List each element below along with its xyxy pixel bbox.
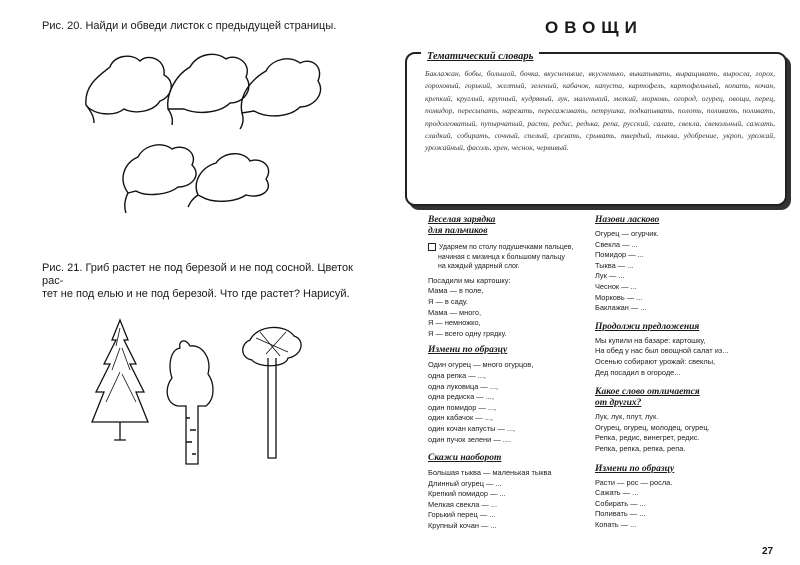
exercise-line: Помидор — ... (595, 250, 644, 260)
exercise-line: Лук, лук, плут, лук. (595, 412, 659, 422)
exercise-line: одна редиска — ..., (428, 392, 494, 402)
leaves-drawing (80, 45, 410, 215)
exercise-line: Копать — ... (595, 519, 637, 529)
exercise-line: Репка, репка, репка, репа. (595, 443, 686, 453)
exercise-line: Осенью собирают урожай: свеклы, (595, 356, 716, 366)
poem-line: Я — всего одну грядку. (428, 328, 507, 338)
exercise-line: На обед у нас был овощной салат из... (595, 346, 729, 356)
exercise-line: Крупный кочан — ... (428, 521, 497, 531)
exercise-line: Чеснок — ... (595, 281, 637, 291)
poem-line: Посадили мы картошку: (428, 275, 511, 285)
section-continue-sentences-heading: Продолжи предложения (595, 321, 700, 332)
section-change-by-pattern-heading: Измени по образцу (428, 345, 508, 356)
exercise-line: Собирать — ... (595, 498, 646, 508)
checkbox-icon (428, 243, 436, 251)
exercise-line: Мелкая свекла — ... (428, 499, 498, 509)
column-1 (428, 215, 598, 532)
finger-exercise-poem (428, 276, 598, 340)
exercise-line: Поливать — ... (595, 509, 646, 519)
exercise-line: Большая тыква — маленькая тыква (428, 468, 552, 478)
exercise-line: Мы купили на базаре: картошку, (595, 335, 706, 345)
leaf-5 (196, 154, 268, 202)
odd-word-list (595, 412, 775, 454)
change-by-pattern-2-list (595, 478, 775, 531)
exercise-line: Огурец — огурчик. (595, 229, 659, 238)
say-opposite-list (428, 468, 598, 532)
exercise-line: Один огурец — много огурцов, (428, 360, 534, 370)
continue-sentences-list (595, 336, 775, 378)
spruce-tree (92, 320, 148, 440)
exercise-line: Свекла — ... (595, 239, 638, 249)
vocabulary-title: Тематический словарь (421, 51, 539, 62)
birch-tree (167, 341, 213, 464)
exercise-line: Морковь — ... (595, 292, 643, 302)
page-number: 27 (762, 546, 774, 557)
leaf-2 (168, 54, 249, 112)
exercise-line: один помидор — ..., (428, 402, 497, 412)
exercise-line: Репка, редис, винегрет, редис. (595, 433, 700, 443)
section-change-by-pattern-2-heading: Измени по образцу (595, 463, 675, 474)
pine-tree (243, 327, 301, 458)
exercise-line: Крепкий помидор — ... (428, 489, 506, 499)
fig21-title: Рис. 21. Гриб растет не под березой и не под сосной. Цветок рас- тет не под елью и не под березой. Что где растет? Нарисуй. (42, 262, 353, 300)
exercise-line: один кабачок — ..., (428, 413, 493, 423)
exercise-line: один пучок зелени — .... (428, 434, 511, 444)
vocabulary-text: Баклажан, бобы, большой, бочка, вкусненькие, вкусненько, выкапывать, выращивать, выросла, горох, гороховый, горький, желтый, зеленый, кабачок, капуста, картофель, картофельный, копать, кочан, крепкий, круглый, крупный, кудрявый, лук, маленький, мелкий, морковь, огород, огурец, овощи, перец, помидор, пересыпать, нарезать, пересаживать, петрушка, подкапывать, полоть, поливать, поливать, продолговатый, пупырчатый, расти, редис, редька, репа, русский, салат, свекла, свекольный, сажать, сладкий, собирать, сочный, спелый, срезать, срывать, твердый, тыква, удобрение, укроп, урожай, урожайный, фасоль, хрен, чеснок, червивый. (425, 69, 775, 153)
poem-line: Я — немножко, (428, 318, 481, 328)
leaf-4 (123, 145, 196, 195)
leaf-3 (241, 59, 320, 116)
exercise-line: Огурец, огурец, молодец, огурец. (595, 422, 710, 432)
exercise-line: Лук — ... (595, 271, 625, 281)
poem-line: Мама — в поле, (428, 286, 484, 296)
name-affectionately-list (595, 229, 775, 314)
fig20-title: Рис. 20. Найди и обведи листок с предыдущей страницы. (42, 20, 337, 32)
exercise-line: Длинный огурец — ... (428, 478, 502, 488)
exercise-line: Дед посадил в огороде... (595, 367, 681, 377)
exercise-line: Сажать — ... (595, 488, 639, 498)
exercise-line: Тыква — ... (595, 260, 634, 270)
section-finger-exercise-heading: Веселая зарядка для пальчиков (428, 215, 496, 236)
finger-exercise-instruction: Ударяем по столу подушечками пальцев, начиная с мизинца к большому пальцу на каждый ударный слог. (428, 243, 598, 272)
section-say-opposite-heading: Скажи наоборот (428, 453, 502, 464)
trees-drawing (90, 318, 350, 468)
exercise-line: Баклажан — ... (595, 303, 647, 313)
exercise-line: Расти — рос — росла. (595, 477, 673, 487)
section-name-affectionately-heading: Назови ласково (595, 215, 660, 225)
exercise-line: один кочан капусты — ..., (428, 423, 516, 433)
column-2 (595, 215, 775, 530)
exercise-line: Горький перец — ... (428, 510, 496, 520)
exercise-line: одна луковица — ..., (428, 381, 499, 391)
poem-line: Мама — много, (428, 307, 482, 317)
thematic-vocabulary-box (405, 52, 787, 206)
poem-line: Я — в саду. (428, 296, 468, 306)
change-by-pattern-list (428, 360, 598, 445)
page-title: ОВОЩИ (545, 18, 643, 37)
leaf-1 (86, 56, 171, 114)
section-odd-word-heading: Какое слово отличается от других? (595, 387, 700, 409)
exercise-line: одна репка — ..., (428, 370, 486, 380)
